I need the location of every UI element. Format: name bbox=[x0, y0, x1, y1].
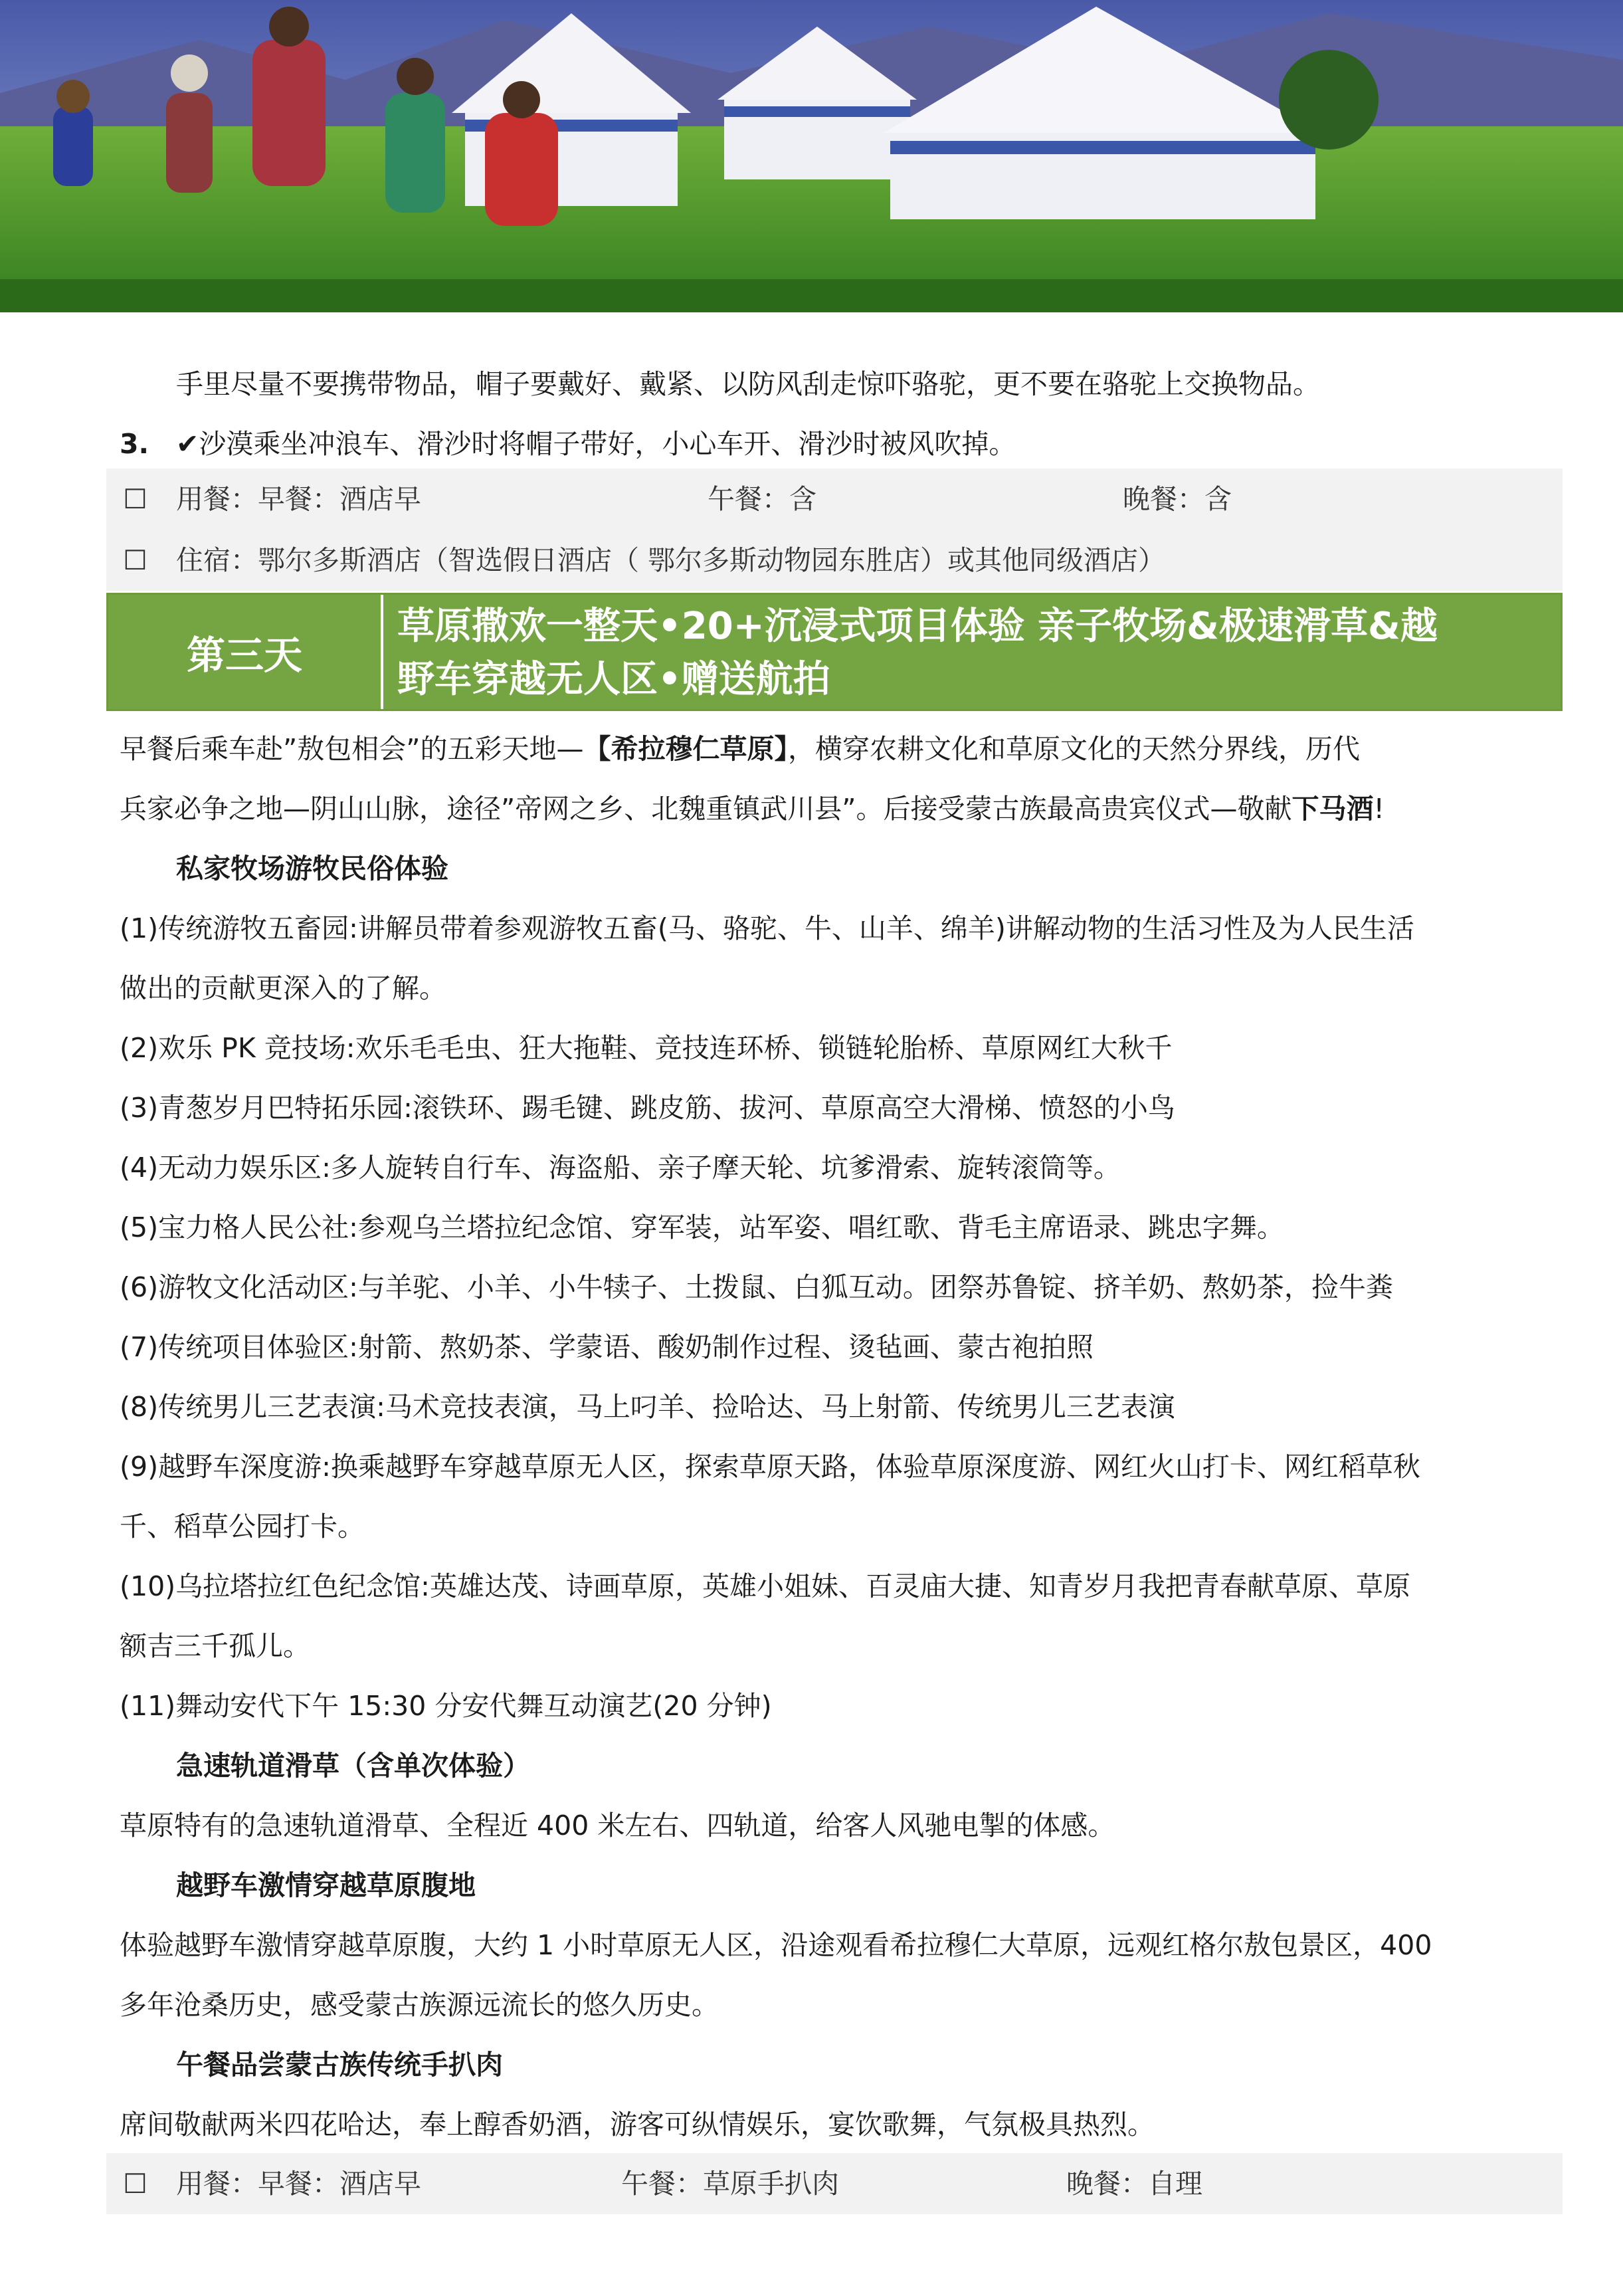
intro-text-a: 早餐后乘车赴”敖包相会”的五彩天地— bbox=[120, 733, 584, 765]
meals-breakfast: 用餐：早餐：酒店早 bbox=[176, 2168, 421, 2200]
section-title-ranch: 私家牧场游牧民俗体验 bbox=[176, 853, 448, 885]
list-item: (10)乌拉塔拉红色纪念馆:英雄达茂、诗画草原，英雄小姐妹、百灵庙大捷、知青岁月我把青春献草原、草原 bbox=[120, 1570, 1410, 1602]
day3-label: 第三天 bbox=[108, 595, 383, 709]
meals-lunch: 午餐：草原手扒肉 bbox=[621, 2168, 839, 2200]
hotel-text: 住宿：鄂尔多斯酒店（智选假日酒店（ 鄂尔多斯动物园东胜店）或其他同级酒店） bbox=[176, 544, 1166, 576]
meals-row-day3 bbox=[106, 2153, 1563, 2214]
day3-header bbox=[106, 593, 1563, 711]
list-item: (9)越野车深度游:换乘越野车穿越草原无人区，探索草原天路，体验草原深度游、网红火山打卡、网红稻草秋 bbox=[120, 1451, 1420, 1483]
day3-title bbox=[397, 600, 1553, 706]
intro-text-d: 兵家必争之地—阴山山脉，途径”帝网之乡、北魏重镇武川县”。后接受蒙古族最高贵宾仪式—敬献 bbox=[120, 793, 1292, 825]
list-item: (4)无动力娱乐区:多人旋转自行车、海盗船、亲子摩天轮、坑爹滑索、旋转滚筒等。 bbox=[120, 1152, 1121, 1184]
checkbox-icon: ☐ bbox=[123, 544, 147, 576]
day3-title-line2: 野车穿越无人区•赠送航拍 bbox=[397, 658, 830, 701]
meals-lunch: 午餐：含 bbox=[708, 483, 816, 515]
list-item: (6)游牧文化活动区:与羊驼、小羊、小牛犊子、土拨鼠、白狐互动。团祭苏鲁锭、挤羊奶、熬奶茶，捡牛粪 bbox=[120, 1271, 1393, 1303]
hotel-row-day2 bbox=[106, 530, 1563, 591]
checkbox-icon: ☐ bbox=[123, 483, 147, 515]
day3-title-line1: 草原撒欢一整天•20+沉浸式项目体验 亲子牧场&极速滑草&越 bbox=[397, 605, 1438, 648]
meals-breakfast: 用餐：早餐：酒店早 bbox=[176, 483, 421, 515]
list-item: (3)青葱岁月巴特拓乐园:滚铁环、踢毛键、跳皮筋、拔河、草原高空大滑梯、愤怒的小鸟 bbox=[120, 1092, 1175, 1124]
section-title-offroad: 越野车激情穿越草原腹地 bbox=[176, 1869, 476, 1901]
section-text-lunch: 席间敬献两米四花哈达，奉上醇香奶酒，游客可纵情娱乐，宴饮歌舞，气氛极具热烈。 bbox=[120, 2109, 1155, 2140]
intro-text-c: ，横穿农耕文化和草原文化的天然分界线，历代 bbox=[787, 733, 1360, 765]
section-title-lunch: 午餐品尝蒙古族传统手扒肉 bbox=[176, 2049, 503, 2081]
note-number-3: 3. bbox=[120, 428, 149, 460]
grassland-yurt-illustration bbox=[0, 0, 1623, 326]
header-banner-image bbox=[0, 0, 1623, 326]
list-item: (8)传统男儿三艺表演:马术竞技表演，马上叼羊、捡哈达、马上射箭、传统男儿三艺表演 bbox=[120, 1391, 1175, 1423]
list-item: 额吉三千孤儿。 bbox=[120, 1630, 310, 1662]
list-item: (1)传统游牧五畜园:讲解员带着参观游牧五畜(马、骆驼、牛、山羊、绵羊)讲解动物的生活习性及为人民生活 bbox=[120, 912, 1414, 944]
section-text-offroad-2: 多年沧桑历史，感受蒙古族源远流长的悠久历史。 bbox=[120, 1989, 719, 2021]
meals-row-day2 bbox=[106, 469, 1563, 530]
list-item: (5)宝力格人民公社:参观乌兰塔拉纪念馆、穿军装，站军姿、唱红歌、背毛主席语录、跳忠字舞。 bbox=[120, 1211, 1284, 1243]
note-line-1: 手里尽量不要携带物品，帽子要戴好、戴紧、以防风刮走惊吓骆驼，更不要在骆驼上交换物品。 bbox=[176, 368, 1320, 400]
intro-line-2 bbox=[120, 789, 1541, 829]
list-item: (2)欢乐 PK 竞技场:欢乐毛毛虫、狂大拖鞋、竞技连环桥、锁链轮胎桥、草原网红大秋千 bbox=[120, 1032, 1173, 1064]
intro-drink-name: 下马酒 bbox=[1291, 793, 1374, 825]
intro-place-name: 【希拉穆仁草原】 bbox=[583, 733, 788, 765]
intro-line-1 bbox=[120, 729, 1541, 769]
list-item: 千、稻草公园打卡。 bbox=[120, 1511, 365, 1542]
meals-dinner: 晚餐：含 bbox=[1123, 483, 1232, 515]
list-item: (11)舞动安代下午 15:30 分安代舞互动演艺(20 分钟) bbox=[120, 1690, 772, 1722]
meals-dinner: 晚餐：自理 bbox=[1066, 2168, 1202, 2200]
section-text-grass-sliding: 草原特有的急速轨道滑草、全程近 400 米左右、四轨道，给客人风驰电掣的体感。 bbox=[120, 1810, 1115, 1841]
section-text-offroad-1: 体验越野车激情穿越草原腹，大约 1 小时草原无人区，沿途观看希拉穆仁大草原，远观红格尔敖包景区，400 bbox=[120, 1929, 1432, 1961]
note-line-2: ✔沙漠乘坐冲浪车、滑沙时将帽子带好，小心车开、滑沙时被风吹掉。 bbox=[176, 428, 1016, 460]
section-title-grass-sliding: 急速轨道滑草（含单次体验） bbox=[176, 1750, 530, 1782]
checkbox-icon: ☐ bbox=[123, 2168, 147, 2200]
list-item: 做出的贡献更深入的了解。 bbox=[120, 972, 446, 1004]
intro-text-e: ! bbox=[1373, 793, 1384, 825]
list-item: (7)传统项目体验区:射箭、熬奶茶、学蒙语、酸奶制作过程、烫毡画、蒙古袍拍照 bbox=[120, 1331, 1094, 1363]
